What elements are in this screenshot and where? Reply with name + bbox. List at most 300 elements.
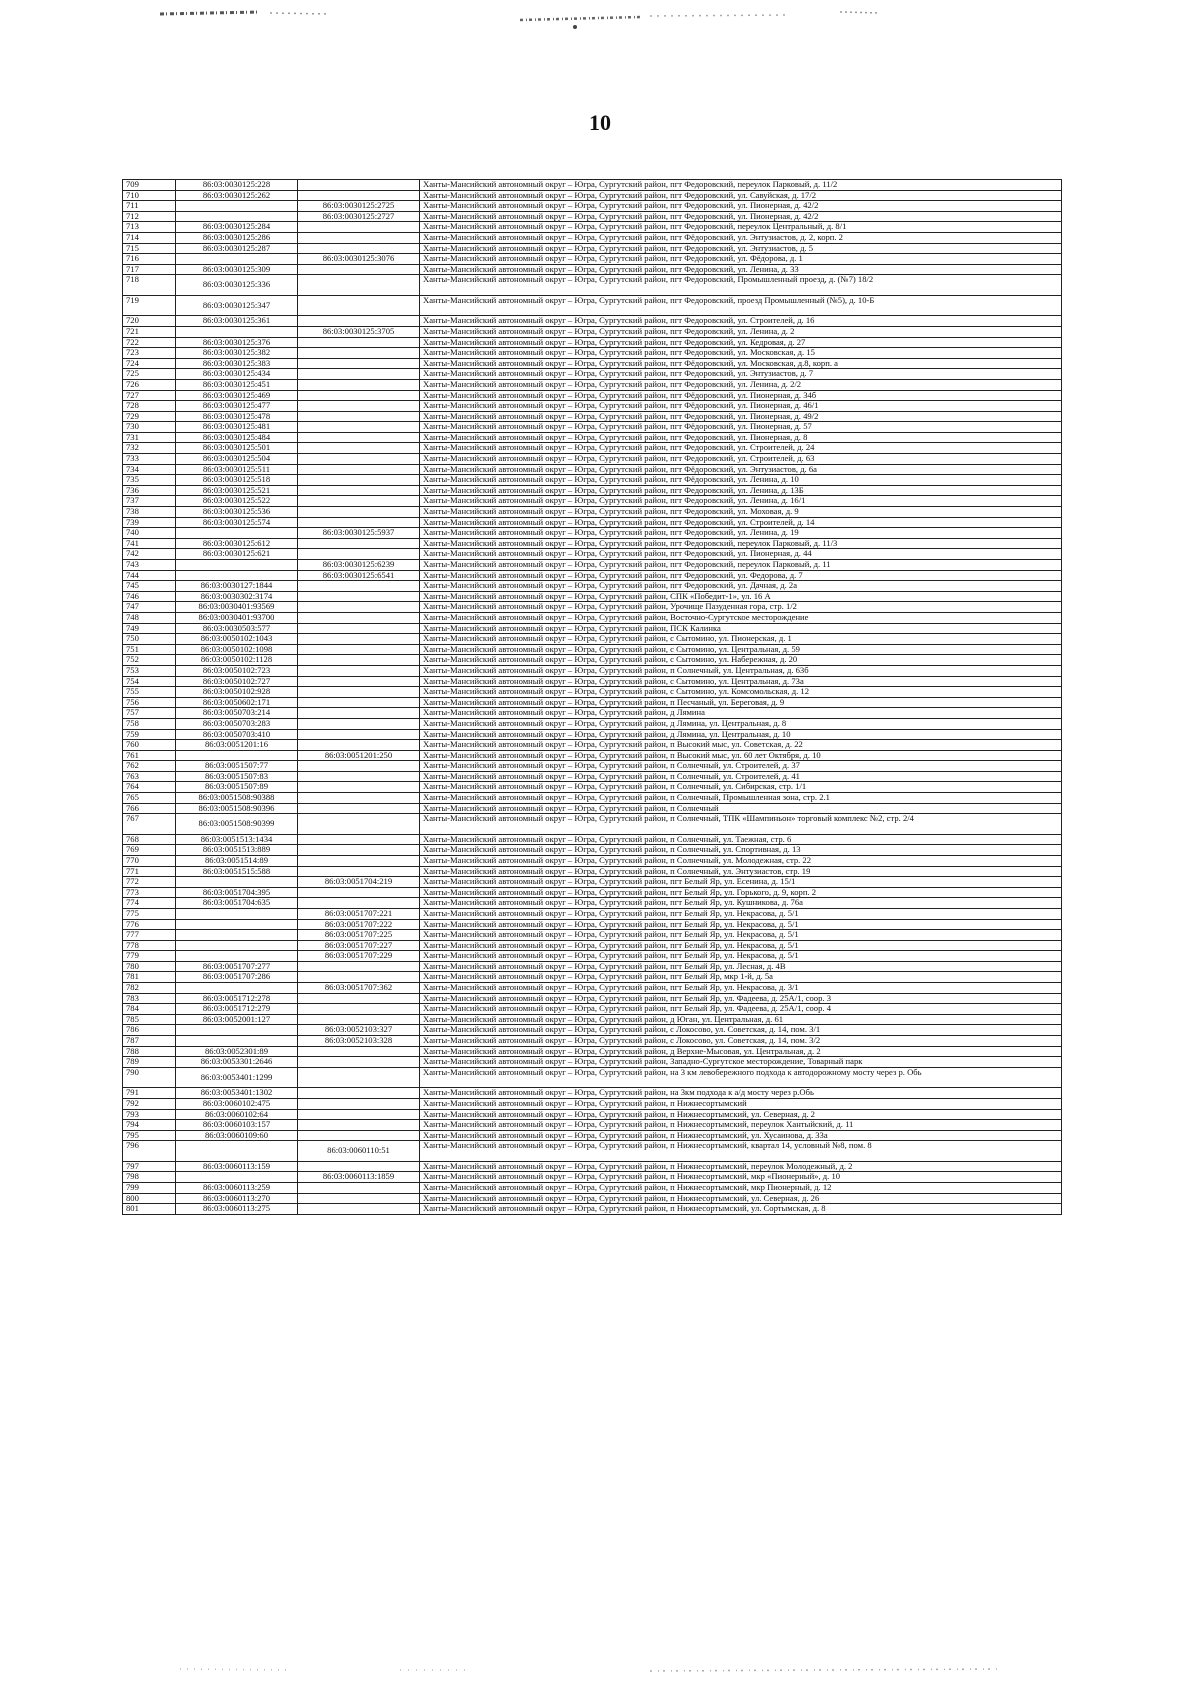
- row-number: 732: [123, 443, 176, 454]
- cadastral-number: 86:03:0030125:536: [176, 507, 298, 518]
- cadastral-number: [176, 908, 298, 919]
- row-number: 758: [123, 718, 176, 729]
- row-number: 759: [123, 729, 176, 740]
- row-number: 798: [123, 1172, 176, 1183]
- row-number: 743: [123, 560, 176, 571]
- cadastral-number-alt: 86:03:0030125:2727: [298, 211, 420, 222]
- cadastral-number: 86:03:0030125:518: [176, 475, 298, 486]
- cadastral-number: 86:03:0051712:278: [176, 993, 298, 1004]
- cadastral-number: [176, 201, 298, 212]
- cadastral-number: 86:03:0030125:521: [176, 485, 298, 496]
- table-row: [123, 379, 1062, 390]
- row-number: 710: [123, 190, 176, 201]
- cadastral-number: 86:03:0051515:588: [176, 866, 298, 877]
- row-number: 791: [123, 1088, 176, 1099]
- address-cell: Ханты-Мансийский автономный округ – Югра, Сургутский район, п Нижнесортымский, ул. Северная, д. 2: [420, 1109, 1062, 1120]
- cadastral-number: 86:03:0053301:2646: [176, 1057, 298, 1068]
- cadastral-number: [176, 254, 298, 265]
- row-number: 711: [123, 201, 176, 212]
- cadastral-number-alt: [298, 644, 420, 655]
- cadastral-number: 86:03:0050703:283: [176, 718, 298, 729]
- cadastral-number-alt: [298, 834, 420, 845]
- cadastral-number: 86:03:0060102:475: [176, 1098, 298, 1109]
- cadastral-number-alt: 86:03:0030125:2725: [298, 201, 420, 212]
- cadastral-number-alt: [298, 401, 420, 412]
- row-number: 749: [123, 623, 176, 634]
- cadastral-number: 86:03:0030125:376: [176, 337, 298, 348]
- address-cell: Ханты-Мансийский автономный округ – Югра, Сургутский район, пгт Федоровский, переулок Парковый, д. 11: [420, 560, 1062, 571]
- address-cell: Ханты-Мансийский автономный округ – Югра, Сургутский район, д Лямина, ул. Центральная, д. 10: [420, 729, 1062, 740]
- row-number: 755: [123, 687, 176, 698]
- row-number: 721: [123, 326, 176, 337]
- address-cell: Ханты-Мансийский автономный округ – Югра, Сургутский район, пгт Федоровский, ул. Пионерная, д. 49/2: [420, 411, 1062, 422]
- address-cell: Ханты-Мансийский автономный округ – Югра, Сургутский район, пгт Фёдоровский, ул. Ленина, д. 10: [420, 475, 1062, 486]
- table-row: [123, 1057, 1062, 1068]
- cadastral-number: 86:03:0030125:383: [176, 358, 298, 369]
- address-cell: Ханты-Мансийский автономный округ – Югра, Сургутский район, Западно-Сургутское месторождение, Товарный парк: [420, 1057, 1062, 1068]
- table-row: [123, 898, 1062, 909]
- cadastral-number: 86:03:0050703:214: [176, 708, 298, 719]
- address-cell: Ханты-Мансийский автономный округ – Югра, Сургутский район, пгт Федоровский, ул. Московская, д. 15: [420, 348, 1062, 359]
- cadastral-number-alt: 86:03:0051201:250: [298, 750, 420, 761]
- row-number: 780: [123, 961, 176, 972]
- cadastral-number: [176, 877, 298, 888]
- cadastral-number-alt: [298, 793, 420, 804]
- cadastral-number: 86:03:0051507:83: [176, 771, 298, 782]
- row-number: 793: [123, 1109, 176, 1120]
- row-number: 725: [123, 369, 176, 380]
- cadastral-number-alt: 86:03:0051707:229: [298, 951, 420, 962]
- row-number: 719: [123, 295, 176, 316]
- row-number: 738: [123, 507, 176, 518]
- cadastral-number: 86:03:0051513:1434: [176, 834, 298, 845]
- row-number: 787: [123, 1036, 176, 1047]
- table-row: [123, 729, 1062, 740]
- address-cell: Ханты-Мансийский автономный округ – Югра, Сургутский район, п Солнечный, ул. Энтузиастов, стр. 19: [420, 866, 1062, 877]
- cadastral-number-alt: 86:03:0052103:328: [298, 1036, 420, 1047]
- address-cell: Ханты-Мансийский автономный округ – Югра, Сургутский район, п Солнечный, ул. Строителей, д. 41: [420, 771, 1062, 782]
- row-number: 778: [123, 940, 176, 951]
- address-cell: Ханты-Мансийский автономный округ – Югра, Сургутский район, пгт Фёдоровский, ул. Московская, д.8, корп. а: [420, 358, 1062, 369]
- cadastral-number-alt: [298, 782, 420, 793]
- table-row: [123, 993, 1062, 1004]
- address-cell: Ханты-Мансийский автономный округ – Югра, Сургутский район, п Солнечный, ул. Строителей, д. 37: [420, 761, 1062, 772]
- address-cell: Ханты-Мансийский автономный округ – Югра, Сургутский район, п Солнечный: [420, 803, 1062, 814]
- cadastral-number: [176, 211, 298, 222]
- table-row: [123, 834, 1062, 845]
- address-cell: Ханты-Мансийский автономный округ – Югра, Сургутский район, пгт Федоровский, ул. Энтузиастов, д. 7: [420, 369, 1062, 380]
- cadastral-number-alt: [298, 232, 420, 243]
- cadastral-number: 86:03:0050102:928: [176, 687, 298, 698]
- cadastral-number-alt: 86:03:0051707:222: [298, 919, 420, 930]
- row-number: 739: [123, 517, 176, 528]
- row-number: 752: [123, 655, 176, 666]
- table-row: [123, 528, 1062, 539]
- address-cell: Ханты-Мансийский автономный округ – Югра, Сургутский район, пгт Федоровский, ул. Кедровая, д. 27: [420, 337, 1062, 348]
- address-cell: Ханты-Мансийский автономный округ – Югра, Сургутский район, пгт Белый Яр, ул. Некрасова, д. 5/1: [420, 930, 1062, 941]
- cadastral-number-alt: [298, 845, 420, 856]
- cadastral-number-alt: [298, 1130, 420, 1141]
- address-cell: Ханты-Мансийский автономный округ – Югра, Сургутский район, д Юган, ул. Центральная, д. 61: [420, 1014, 1062, 1025]
- table-row: [123, 485, 1062, 496]
- address-cell: Ханты-Мансийский автономный округ – Югра, Сургутский район, п Высокий мыс, ул. 60 лет Октября, д. 10: [420, 750, 1062, 761]
- table-row: [123, 1067, 1062, 1088]
- address-cell: Ханты-Мансийский автономный округ – Югра, Сургутский район, пгт Федоровский, ул. Савуйская, д. 17/2: [420, 190, 1062, 201]
- cadastral-number: 86:03:0051508:90399: [176, 814, 298, 835]
- address-cell: Ханты-Мансийский автономный округ – Югра, Сургутский район, пгт Фёдоровский, ул. Энтузиастов, д. 6а: [420, 464, 1062, 475]
- table-row: [123, 1172, 1062, 1183]
- row-number: 799: [123, 1182, 176, 1193]
- row-number: 783: [123, 993, 176, 1004]
- address-cell: Ханты-Мансийский автономный округ – Югра, Сургутский район, п Нижнесортымский: [420, 1098, 1062, 1109]
- cadastral-number-alt: [298, 180, 420, 191]
- address-cell: Ханты-Мансийский автономный округ – Югра, Сургутский район, п Высокий мыс, ул. Советская, д. 22: [420, 740, 1062, 751]
- address-cell: Ханты-Мансийский автономный округ – Югра, Сургутский район, с Локосово, ул. Советская, д. 14, пом. 3/2: [420, 1036, 1062, 1047]
- address-cell: Ханты-Мансийский автономный округ – Югра, Сургутский район, п Солнечный, ул. Спортивная, д. 13: [420, 845, 1062, 856]
- address-cell: Ханты-Мансийский автономный округ – Югра, Сургутский район, п Солнечный, ул. Таежная, стр. 6: [420, 834, 1062, 845]
- address-cell: Ханты-Мансийский автономный округ – Югра, Сургутский район, п Солнечный, ул. Сибирская, стр. 1/1: [420, 782, 1062, 793]
- row-number: 777: [123, 930, 176, 941]
- cadastral-number-alt: [298, 1161, 420, 1172]
- address-cell: Ханты-Мансийский автономный округ – Югра, Сургутский район, пгт Белый Яр, ул. Некрасова, д. 5/1: [420, 940, 1062, 951]
- cadastral-number: 86:03:0050102:723: [176, 665, 298, 676]
- address-cell: Ханты-Мансийский автономный округ – Югра, Сургутский район, пгт Фёдоровский, ул. Пионерная, д. 46/1: [420, 401, 1062, 412]
- cadastral-number: [176, 1141, 298, 1162]
- address-cell: Ханты-Мансийский автономный округ – Югра, Сургутский район, пгт Федоровский, переулок Центральный, д. 8/1: [420, 222, 1062, 233]
- cadastral-number-alt: [298, 1204, 420, 1215]
- registry-table: [122, 179, 1062, 1215]
- row-number: 773: [123, 887, 176, 898]
- row-number: 794: [123, 1120, 176, 1131]
- address-cell: Ханты-Мансийский автономный округ – Югра, Сургутский район, пгт Белый Яр, ул. Лесная, д. 4В: [420, 961, 1062, 972]
- cadastral-number-alt: [298, 443, 420, 454]
- table-row: [123, 644, 1062, 655]
- table-row: [123, 517, 1062, 528]
- row-number: 786: [123, 1025, 176, 1036]
- cadastral-number-alt: [298, 369, 420, 380]
- cadastral-number-alt: [298, 190, 420, 201]
- cadastral-number: 86:03:0050102:727: [176, 676, 298, 687]
- cadastral-number: 86:03:0050102:1043: [176, 634, 298, 645]
- cadastral-number-alt: 86:03:0060110:51: [298, 1141, 420, 1162]
- cadastral-number-alt: [298, 475, 420, 486]
- address-cell: Ханты-Мансийский автономный округ – Югра, Сургутский район, пгт Федоровский, переулок Парковый, д. 11/3: [420, 538, 1062, 549]
- cadastral-number: 86:03:0060113:270: [176, 1193, 298, 1204]
- table-row: [123, 432, 1062, 443]
- row-number: 720: [123, 316, 176, 327]
- cadastral-number: 86:03:0030503:577: [176, 623, 298, 634]
- row-number: 731: [123, 432, 176, 443]
- address-cell: Ханты-Мансийский автономный округ – Югра, Сургутский район, п Нижнесортымский, мкр Пионерный, д. 12: [420, 1182, 1062, 1193]
- row-number: 718: [123, 275, 176, 296]
- cadastral-number: 86:03:0030125:621: [176, 549, 298, 560]
- address-cell: Ханты-Мансийский автономный округ – Югра, Сургутский район, на 3км подхода к а/д мосту через р.Обь: [420, 1088, 1062, 1099]
- table-row: [123, 411, 1062, 422]
- row-number: 745: [123, 581, 176, 592]
- cadastral-number-alt: [298, 316, 420, 327]
- address-cell: Ханты-Мансийский автономный округ – Югра, Сургутский район, пгт Федоровский, Промышленный проезд, д. (№7) 18/2: [420, 275, 1062, 296]
- address-cell: Ханты-Мансийский автономный округ – Югра, Сургутский район, с Локосово, ул. Советская, д. 14, пом. 3/1: [420, 1025, 1062, 1036]
- address-cell: Ханты-Мансийский автономный округ – Югра, Сургутский район, пгт Федоровский, ул. Пионерная, д. 8: [420, 432, 1062, 443]
- cadastral-number: 86:03:0030401:93569: [176, 602, 298, 613]
- table-row: [123, 655, 1062, 666]
- address-cell: Ханты-Мансийский автономный округ – Югра, Сургутский район, пгт Федоровский, проезд Промышленный (№5), д. 10-Б: [420, 295, 1062, 316]
- address-cell: Ханты-Мансийский автономный округ – Югра, Сургутский район, ПСК Калинка: [420, 623, 1062, 634]
- address-cell: Ханты-Мансийский автономный округ – Югра, Сургутский район, п Солнечный, Промышленная зона, стр. 2.1: [420, 793, 1062, 804]
- address-cell: Ханты-Мансийский автономный округ – Югра, Сургутский район, д Лямина, ул. Центральная, д. 8: [420, 718, 1062, 729]
- row-number: 797: [123, 1161, 176, 1172]
- table-row: [123, 877, 1062, 888]
- address-cell: Ханты-Мансийский автономный округ – Югра, Сургутский район, пгт Федоровский, ул. Пионерная, д. 42/2: [420, 201, 1062, 212]
- row-number: 756: [123, 697, 176, 708]
- address-cell: Ханты-Мансийский автономный округ – Югра, Сургутский район, п Нижнесортымский, ул. Хусаинова, д. 33а: [420, 1130, 1062, 1141]
- row-number: 795: [123, 1130, 176, 1141]
- cadastral-number: 86:03:0051507:89: [176, 782, 298, 793]
- table-row: [123, 1036, 1062, 1047]
- address-cell: Ханты-Мансийский автономный округ – Югра, Сургутский район, пгт Федоровский, ул. Энтузиастов, д. 5: [420, 243, 1062, 254]
- cadastral-number: 86:03:0060102:64: [176, 1109, 298, 1120]
- cadastral-number: 86:03:0030125:361: [176, 316, 298, 327]
- table-row: [123, 560, 1062, 571]
- cadastral-number-alt: [298, 665, 420, 676]
- cadastral-number-alt: [298, 295, 420, 316]
- cadastral-number: 86:03:0030125:612: [176, 538, 298, 549]
- table-row: [123, 422, 1062, 433]
- address-cell: Ханты-Мансийский автономный округ – Югра, Сургутский район, пгт Федоровский, ул. Строителей, д. 63: [420, 454, 1062, 465]
- address-cell: Ханты-Мансийский автономный округ – Югра, Сургутский район, пгт Федоровский, ул. Дачная, д. 2а: [420, 581, 1062, 592]
- address-cell: Ханты-Мансийский автономный округ – Югра, Сургутский район, пгт Федоровский, ул. Строителей, д. 24: [420, 443, 1062, 454]
- row-number: 735: [123, 475, 176, 486]
- address-cell: Ханты-Мансийский автономный округ – Югра, Сургутский район, пгт Белый Яр, ул. Горького, д. 9, корп. 2: [420, 887, 1062, 898]
- row-number: 762: [123, 761, 176, 772]
- cadastral-number-alt: [298, 264, 420, 275]
- address-cell: Ханты-Мансийский автономный округ – Югра, Сургутский район, п Нижнесортымский, переулок Молодежный, д. 2: [420, 1161, 1062, 1172]
- cadastral-number-alt: [298, 243, 420, 254]
- table-row: [123, 1141, 1062, 1162]
- cadastral-number-alt: 86:03:0060113:1859: [298, 1172, 420, 1183]
- row-number: 774: [123, 898, 176, 909]
- cadastral-number-alt: [298, 602, 420, 613]
- table-row: [123, 1193, 1062, 1204]
- address-cell: Ханты-Мансийский автономный округ – Югра, Сургутский район, с Сытомино, ул. Пионерская, д. 1: [420, 634, 1062, 645]
- cadastral-number: 86:03:0053401:1299: [176, 1067, 298, 1088]
- cadastral-number-alt: [298, 496, 420, 507]
- table-row: [123, 687, 1062, 698]
- row-number: 742: [123, 549, 176, 560]
- cadastral-number: 86:03:0051508:90396: [176, 803, 298, 814]
- address-cell: Ханты-Мансийский автономный округ – Югра, Сургутский район, с Сытомино, ул. Комсомольская, д. 12: [420, 687, 1062, 698]
- table-row: [123, 602, 1062, 613]
- row-number: 716: [123, 254, 176, 265]
- cadastral-number-alt: 86:03:0030125:3705: [298, 326, 420, 337]
- cadastral-number-alt: [298, 803, 420, 814]
- cadastral-number-alt: [298, 1109, 420, 1120]
- cadastral-number-alt: [298, 729, 420, 740]
- cadastral-number: 86:03:0030125:284: [176, 222, 298, 233]
- cadastral-number: 86:03:0030125:382: [176, 348, 298, 359]
- cadastral-number-alt: [298, 761, 420, 772]
- cadastral-number-alt: [298, 814, 420, 835]
- table-row: [123, 634, 1062, 645]
- cadastral-number-alt: [298, 337, 420, 348]
- table-row: [123, 316, 1062, 327]
- row-number: 726: [123, 379, 176, 390]
- cadastral-number-alt: [298, 390, 420, 401]
- address-cell: Ханты-Мансийский автономный округ – Югра, Сургутский район, пгт Белый Яр, ул. Некрасова, д. 5/1: [420, 908, 1062, 919]
- table-row: [123, 782, 1062, 793]
- table-row: [123, 972, 1062, 983]
- cadastral-number-alt: [298, 898, 420, 909]
- cadastral-number: 86:03:0051707:277: [176, 961, 298, 972]
- address-cell: Ханты-Мансийский автономный округ – Югра, Сургутский район, с Сытомино, ул. Центральная, д. 73а: [420, 676, 1062, 687]
- cadastral-number-alt: [298, 222, 420, 233]
- table-row: [123, 264, 1062, 275]
- table-row: [123, 814, 1062, 835]
- table-row: [123, 549, 1062, 560]
- table-row: [123, 750, 1062, 761]
- table-row: [123, 708, 1062, 719]
- cadastral-number: [176, 1036, 298, 1047]
- address-cell: Ханты-Мансийский автономный округ – Югра, Сургутский район, пгт Федоровский, ул. Моховая, д. 9: [420, 507, 1062, 518]
- row-number: 724: [123, 358, 176, 369]
- cadastral-number-alt: [298, 697, 420, 708]
- cadastral-number: 86:03:0051507:77: [176, 761, 298, 772]
- cadastral-number-alt: [298, 432, 420, 443]
- cadastral-number: [176, 1172, 298, 1183]
- table-row: [123, 983, 1062, 994]
- cadastral-number: 86:03:0030125:286: [176, 232, 298, 243]
- row-number: 748: [123, 612, 176, 623]
- address-cell: Ханты-Мансийский автономный округ – Югра, Сургутский район, пгт Федоровский, ул. Ленина, д. 16/1: [420, 496, 1062, 507]
- row-number: 801: [123, 1204, 176, 1215]
- address-cell: Ханты-Мансийский автономный округ – Югра, Сургутский район, д Верхне-Мысовая, ул. Центральная, д. 2: [420, 1046, 1062, 1057]
- address-cell: Ханты-Мансийский автономный округ – Югра, Сургутский район, п Нижнесортымский, ул. Сортымская, д. 8: [420, 1204, 1062, 1215]
- cadastral-number: 86:03:0060103:157: [176, 1120, 298, 1131]
- cadastral-number: 86:03:0030125:511: [176, 464, 298, 475]
- address-cell: Ханты-Мансийский автономный округ – Югра, Сургутский район, пгт Федоровский, ул. Строителей, д. 16: [420, 316, 1062, 327]
- table-row: [123, 940, 1062, 951]
- cadastral-number-alt: [298, 612, 420, 623]
- cadastral-number: 86:03:0030302:3174: [176, 591, 298, 602]
- cadastral-number: 86:03:0060109:60: [176, 1130, 298, 1141]
- cadastral-number: 86:03:0051712:279: [176, 1004, 298, 1015]
- table-row: [123, 190, 1062, 201]
- cadastral-number: 86:03:0030125:309: [176, 264, 298, 275]
- cadastral-number: 86:03:0030125:228: [176, 180, 298, 191]
- table-row: [123, 454, 1062, 465]
- cadastral-number: 86:03:0053401:1302: [176, 1088, 298, 1099]
- row-number: 733: [123, 454, 176, 465]
- cadastral-number: 86:03:0060113:259: [176, 1182, 298, 1193]
- cadastral-number: 86:03:0051513:889: [176, 845, 298, 856]
- row-number: 712: [123, 211, 176, 222]
- table-row: [123, 803, 1062, 814]
- cadastral-number-alt: 86:03:0030125:6541: [298, 570, 420, 581]
- cadastral-number: 86:03:0030125:336: [176, 275, 298, 296]
- row-number: 746: [123, 591, 176, 602]
- row-number: 709: [123, 180, 176, 191]
- table-row: [123, 1130, 1062, 1141]
- table-row: [123, 1109, 1062, 1120]
- table-row: [123, 211, 1062, 222]
- cadastral-number-alt: [298, 1057, 420, 1068]
- table-row: [123, 401, 1062, 412]
- row-number: 736: [123, 485, 176, 496]
- table-row: [123, 887, 1062, 898]
- table-row: [123, 1161, 1062, 1172]
- cadastral-number: 86:03:0060113:275: [176, 1204, 298, 1215]
- cadastral-number-alt: [298, 1088, 420, 1099]
- cadastral-number: 86:03:0030125:484: [176, 432, 298, 443]
- table-row: [123, 951, 1062, 962]
- cadastral-number: [176, 983, 298, 994]
- row-number: 730: [123, 422, 176, 433]
- table-row: [123, 275, 1062, 296]
- row-number: 779: [123, 951, 176, 962]
- row-number: 772: [123, 877, 176, 888]
- cadastral-number-alt: [298, 718, 420, 729]
- table-row: [123, 855, 1062, 866]
- row-number: 766: [123, 803, 176, 814]
- row-number: 747: [123, 602, 176, 613]
- table-row: [123, 232, 1062, 243]
- cadastral-number: [176, 750, 298, 761]
- table-row: [123, 295, 1062, 316]
- address-cell: Ханты-Мансийский автономный округ – Югра, Сургутский район, п Песчаный, ул. Береговая, д. 9: [420, 697, 1062, 708]
- table-row: [123, 326, 1062, 337]
- scan-noise-top: [0, 0, 1200, 30]
- row-number: 764: [123, 782, 176, 793]
- address-cell: Ханты-Мансийский автономный округ – Югра, Сургутский район, п Нижнесортымский, ул. Северная, д. 26: [420, 1193, 1062, 1204]
- cadastral-number: [176, 560, 298, 571]
- cadastral-number-alt: [298, 855, 420, 866]
- cadastral-number-alt: [298, 708, 420, 719]
- cadastral-number-alt: [298, 538, 420, 549]
- cadastral-number-alt: [298, 771, 420, 782]
- table-row: [123, 866, 1062, 877]
- address-cell: Ханты-Мансийский автономный округ – Югра, Сургутский район, пгт Белый Яр, ул. Есенина, д. 15/1: [420, 877, 1062, 888]
- cadastral-number: 86:03:0030125:522: [176, 496, 298, 507]
- address-cell: Ханты-Мансийский автономный округ – Югра, Сургутский район, пгт Федоровский, ул. Ленина, д. 33: [420, 264, 1062, 275]
- address-cell: Ханты-Мансийский автономный округ – Югра, Сургутский район, пгт Федоровский, ул. Фёдорова, д. 1: [420, 254, 1062, 265]
- row-number: 741: [123, 538, 176, 549]
- table-row: [123, 740, 1062, 751]
- row-number: 788: [123, 1046, 176, 1057]
- table-row: [123, 201, 1062, 212]
- row-number: 770: [123, 855, 176, 866]
- cadastral-number: [176, 951, 298, 962]
- cadastral-number-alt: [298, 422, 420, 433]
- row-number: 723: [123, 348, 176, 359]
- table-row: [123, 771, 1062, 782]
- cadastral-number: [176, 1025, 298, 1036]
- address-cell: Ханты-Мансийский автономный округ – Югра, Сургутский район, пгт Федоровский, ул. Ленина, д. 13Б: [420, 485, 1062, 496]
- row-number: 757: [123, 708, 176, 719]
- address-cell: Ханты-Мансийский автономный округ – Югра, Сургутский район, п Нижнесортымский, мкр «Пионерный», д. 10: [420, 1172, 1062, 1183]
- address-cell: Ханты-Мансийский автономный округ – Югра, Сургутский район, пгт Фёдоровский, ул. Энтузиастов, д. 2, корп. 2: [420, 232, 1062, 243]
- cadastral-number: 86:03:0030125:481: [176, 422, 298, 433]
- cadastral-number: 86:03:0030125:451: [176, 379, 298, 390]
- row-number: 790: [123, 1067, 176, 1088]
- cadastral-number: 86:03:0050703:410: [176, 729, 298, 740]
- row-number: 751: [123, 644, 176, 655]
- address-cell: Ханты-Мансийский автономный округ – Югра, Сургутский район, д Лямина: [420, 708, 1062, 719]
- cadastral-number: 86:03:0030125:504: [176, 454, 298, 465]
- row-number: 782: [123, 983, 176, 994]
- cadastral-number-alt: [298, 549, 420, 560]
- cadastral-number: 86:03:0051704:395: [176, 887, 298, 898]
- cadastral-number-alt: 86:03:0051707:227: [298, 940, 420, 951]
